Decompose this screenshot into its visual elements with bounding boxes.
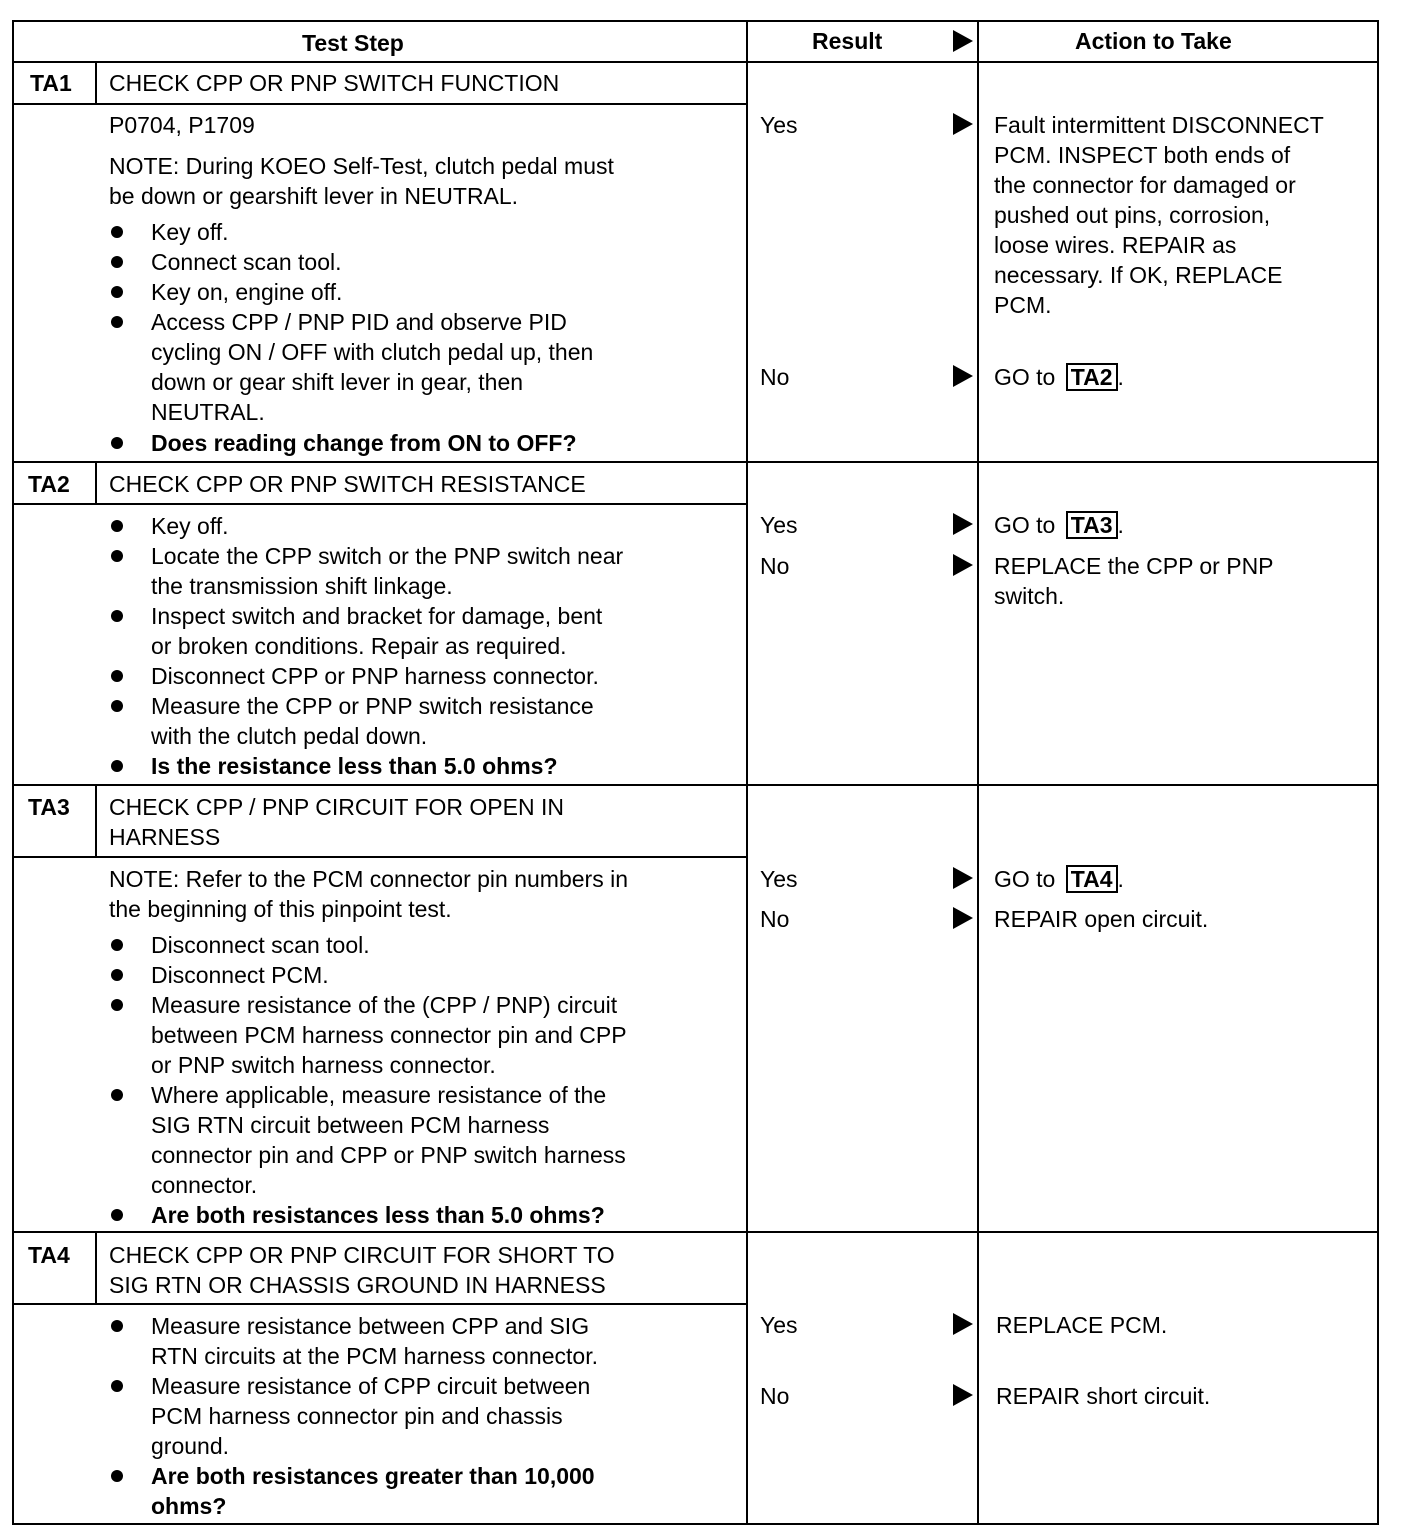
ta3-bullet-3-line-1: Measure resistance of the (CPP / PNP) circuit xyxy=(151,992,618,1018)
step-id-ta4: TA4 xyxy=(28,1242,70,1268)
arrow-icon xyxy=(953,1313,973,1335)
bullet-icon xyxy=(111,1380,123,1392)
bullet-icon xyxy=(111,939,123,951)
ta3-bullet-3-line-3: or PNP switch harness connector. xyxy=(151,1052,496,1078)
ta2-bullet-5-line-1: Measure the CPP or PNP switch resistance xyxy=(151,693,594,719)
ta1-result-no: No xyxy=(760,364,790,390)
section-rule-ta2 xyxy=(12,461,1379,463)
step-id-ta3: TA3 xyxy=(28,794,70,820)
step-title-ta1: CHECK CPP OR PNP SWITCH FUNCTION xyxy=(109,70,560,96)
note-ta1-line-1: NOTE: During KOEO Self-Test, clutch pedal must xyxy=(109,153,614,179)
step-title-ta3-line-1: CHECK CPP / PNP CIRCUIT FOR OPEN IN xyxy=(109,794,564,820)
bullet-icon xyxy=(111,999,123,1011)
step-ref-ta2[interactable]: TA2 xyxy=(1066,363,1118,391)
section-rule-ta3 xyxy=(12,784,1379,786)
go-to-suffix: . xyxy=(1117,364,1124,390)
ta4-action-no: REPAIR short circuit. xyxy=(996,1383,1211,1409)
ta1-bullet-2: Connect scan tool. xyxy=(151,249,342,275)
ta2-bullet-4: Disconnect CPP or PNP harness connector. xyxy=(151,663,599,689)
header-rule xyxy=(12,61,1379,63)
table-border-right xyxy=(1377,20,1379,1525)
ta2-bullet-2-line-2: the transmission shift linkage. xyxy=(151,573,453,599)
step-ref-ta4[interactable]: TA4 xyxy=(1066,865,1118,893)
table-border-bottom xyxy=(12,1523,1379,1525)
ta4-result-yes: Yes xyxy=(760,1312,798,1338)
ta1-result-yes: Yes xyxy=(760,112,798,138)
ta3-bullet-4-line-2: SIG RTN circuit between PCM harness xyxy=(151,1112,550,1138)
arrow-icon xyxy=(953,365,973,387)
ta3-result-yes: Yes xyxy=(760,866,798,892)
bullet-icon xyxy=(111,969,123,981)
title-rule-ta2 xyxy=(12,503,748,505)
header-action: Action to Take xyxy=(1075,28,1232,54)
id-divider-ta4 xyxy=(95,1231,97,1305)
ta4-bullet-1-line-2: RTN circuits at the PCM harness connector. xyxy=(151,1343,598,1369)
title-rule-ta3 xyxy=(12,856,748,858)
bullet-icon xyxy=(111,1320,123,1332)
ta4-bullet-2-line-3: ground. xyxy=(151,1433,230,1459)
ta2-bullet-3-line-1: Inspect switch and bracket for damage, bent xyxy=(151,603,603,629)
ta4-bullet-2-line-1: Measure resistance of CPP circuit between xyxy=(151,1373,591,1399)
ta2-action-no-line-1: REPLACE the CPP or PNP xyxy=(994,553,1274,579)
ta3-question: Are both resistances less than 5.0 ohms? xyxy=(151,1202,605,1228)
ta1-action-yes-line-7: PCM. xyxy=(994,292,1052,318)
ta4-bullet-1-line-1: Measure resistance between CPP and SIG xyxy=(151,1313,590,1339)
title-rule-ta1 xyxy=(12,103,748,105)
go-to-label: GO to xyxy=(994,866,1062,892)
column-divider-action xyxy=(977,20,979,1525)
bullet-icon xyxy=(111,520,123,532)
bullet-icon xyxy=(111,700,123,712)
note-ta3-line-2: the beginning of this pinpoint test. xyxy=(109,896,452,922)
ta3-action-yes xyxy=(994,864,1124,894)
ta1-bullet-4-line-4: NEUTRAL. xyxy=(151,399,265,425)
ta3-bullet-4-line-3: connector pin and CPP or PNP switch harness xyxy=(151,1142,626,1168)
header-result: Result xyxy=(812,28,883,54)
arrow-icon xyxy=(953,1384,973,1406)
arrow-icon xyxy=(953,867,973,889)
ta2-bullet-1: Key off. xyxy=(151,513,229,539)
section-rule-ta4 xyxy=(12,1231,1379,1233)
bullet-icon xyxy=(111,550,123,562)
ta2-question: Is the resistance less than 5.0 ohms? xyxy=(151,753,558,779)
ta3-bullet-2: Disconnect PCM. xyxy=(151,962,329,988)
ta1-action-yes-line-4: pushed out pins, corrosion, xyxy=(994,202,1271,228)
ta3-bullet-4-line-4: connector. xyxy=(151,1172,258,1198)
go-to-label: GO to xyxy=(994,512,1062,538)
ta4-action-yes: REPLACE PCM. xyxy=(996,1312,1168,1338)
arrow-icon xyxy=(953,113,973,135)
column-divider-result xyxy=(746,20,748,1525)
go-to-suffix: . xyxy=(1117,512,1124,538)
ta2-bullet-2-line-1: Locate the CPP switch or the PNP switch near xyxy=(151,543,624,569)
go-to-label: GO to xyxy=(994,364,1062,390)
step-title-ta4-line-1: CHECK CPP OR PNP CIRCUIT FOR SHORT TO xyxy=(109,1242,615,1268)
step-title-ta4-line-2: SIG RTN OR CHASSIS GROUND IN HARNESS xyxy=(109,1272,606,1298)
ta3-result-no: No xyxy=(760,906,790,932)
ta1-action-yes-line-2: PCM. INSPECT both ends of xyxy=(994,142,1291,168)
bullet-icon xyxy=(111,286,123,298)
step-ref-ta3[interactable]: TA3 xyxy=(1066,511,1118,539)
arrow-icon xyxy=(953,513,973,535)
ta1-bullet-4-line-1: Access CPP / PNP PID and observe PID xyxy=(151,309,567,335)
bullet-icon xyxy=(111,610,123,622)
ta2-action-yes xyxy=(994,510,1124,540)
arrow-icon xyxy=(953,554,973,576)
ta1-bullet-4-line-2: cycling ON / OFF with clutch pedal up, then xyxy=(151,339,594,365)
ta1-action-no xyxy=(994,362,1124,392)
table-border-top xyxy=(12,20,1379,22)
ta1-bullet-4-line-3: down or gear shift lever in gear, then xyxy=(151,369,524,395)
title-rule-ta4 xyxy=(12,1303,748,1305)
ta1-action-yes-line-1: Fault intermittent DISCONNECT xyxy=(994,112,1324,138)
ta4-question-line-1: Are both resistances greater than 10,000 xyxy=(151,1463,595,1489)
bullet-icon xyxy=(111,256,123,268)
step-id-ta2: TA2 xyxy=(28,471,70,497)
ta3-action-no: REPAIR open circuit. xyxy=(994,906,1209,932)
table-border-left xyxy=(12,20,14,1525)
id-divider-ta2 xyxy=(95,461,97,505)
bullet-icon xyxy=(111,1209,123,1221)
bullet-icon xyxy=(111,760,123,772)
bullet-icon xyxy=(111,1089,123,1101)
ta1-bullet-1: Key off. xyxy=(151,219,229,245)
arrow-icon xyxy=(953,907,973,929)
bullet-icon xyxy=(111,226,123,238)
note-ta3-line-1: NOTE: Refer to the PCM connector pin numbers in xyxy=(109,866,628,892)
id-divider-ta1 xyxy=(95,61,97,105)
ta3-bullet-4-line-1: Where applicable, measure resistance of the xyxy=(151,1082,607,1108)
ta4-question-line-2: ohms? xyxy=(151,1493,227,1519)
bullet-icon xyxy=(111,670,123,682)
ta1-bullet-3: Key on, engine off. xyxy=(151,279,343,305)
bullet-icon xyxy=(111,316,123,328)
step-title-ta2: CHECK CPP OR PNP SWITCH RESISTANCE xyxy=(109,471,586,497)
step-title-ta3-line-2: HARNESS xyxy=(109,824,221,850)
note-ta1-line-2: be down or gearshift lever in NEUTRAL. xyxy=(109,183,519,209)
ta1-action-yes-line-5: loose wires. REPAIR as xyxy=(994,232,1237,258)
ta1-action-yes-line-6: necessary. If OK, REPLACE xyxy=(994,262,1283,288)
ta2-bullet-3-line-2: or broken conditions. Repair as required. xyxy=(151,633,567,659)
ta1-action-yes-line-3: the connector for damaged or xyxy=(994,172,1296,198)
ta2-result-yes: Yes xyxy=(760,512,798,538)
step-id-ta1: TA1 xyxy=(30,70,72,96)
bullet-icon xyxy=(111,1470,123,1482)
dtc-codes-ta1: P0704, P1709 xyxy=(109,112,255,138)
header-test-step: Test Step xyxy=(302,30,404,56)
ta2-result-no: No xyxy=(760,553,790,579)
ta4-result-no: No xyxy=(760,1383,790,1409)
go-to-suffix: . xyxy=(1117,866,1124,892)
ta2-action-no-line-2: switch. xyxy=(994,583,1065,609)
ta3-bullet-1: Disconnect scan tool. xyxy=(151,932,370,958)
header-arrow-icon xyxy=(953,30,973,52)
ta1-question: Does reading change from ON to OFF? xyxy=(151,430,577,456)
id-divider-ta3 xyxy=(95,784,97,858)
ta4-bullet-2-line-2: PCM harness connector pin and chassis xyxy=(151,1403,563,1429)
ta2-bullet-5-line-2: with the clutch pedal down. xyxy=(151,723,428,749)
bullet-icon xyxy=(111,437,123,449)
ta3-bullet-3-line-2: between PCM harness connector pin and CPP xyxy=(151,1022,627,1048)
